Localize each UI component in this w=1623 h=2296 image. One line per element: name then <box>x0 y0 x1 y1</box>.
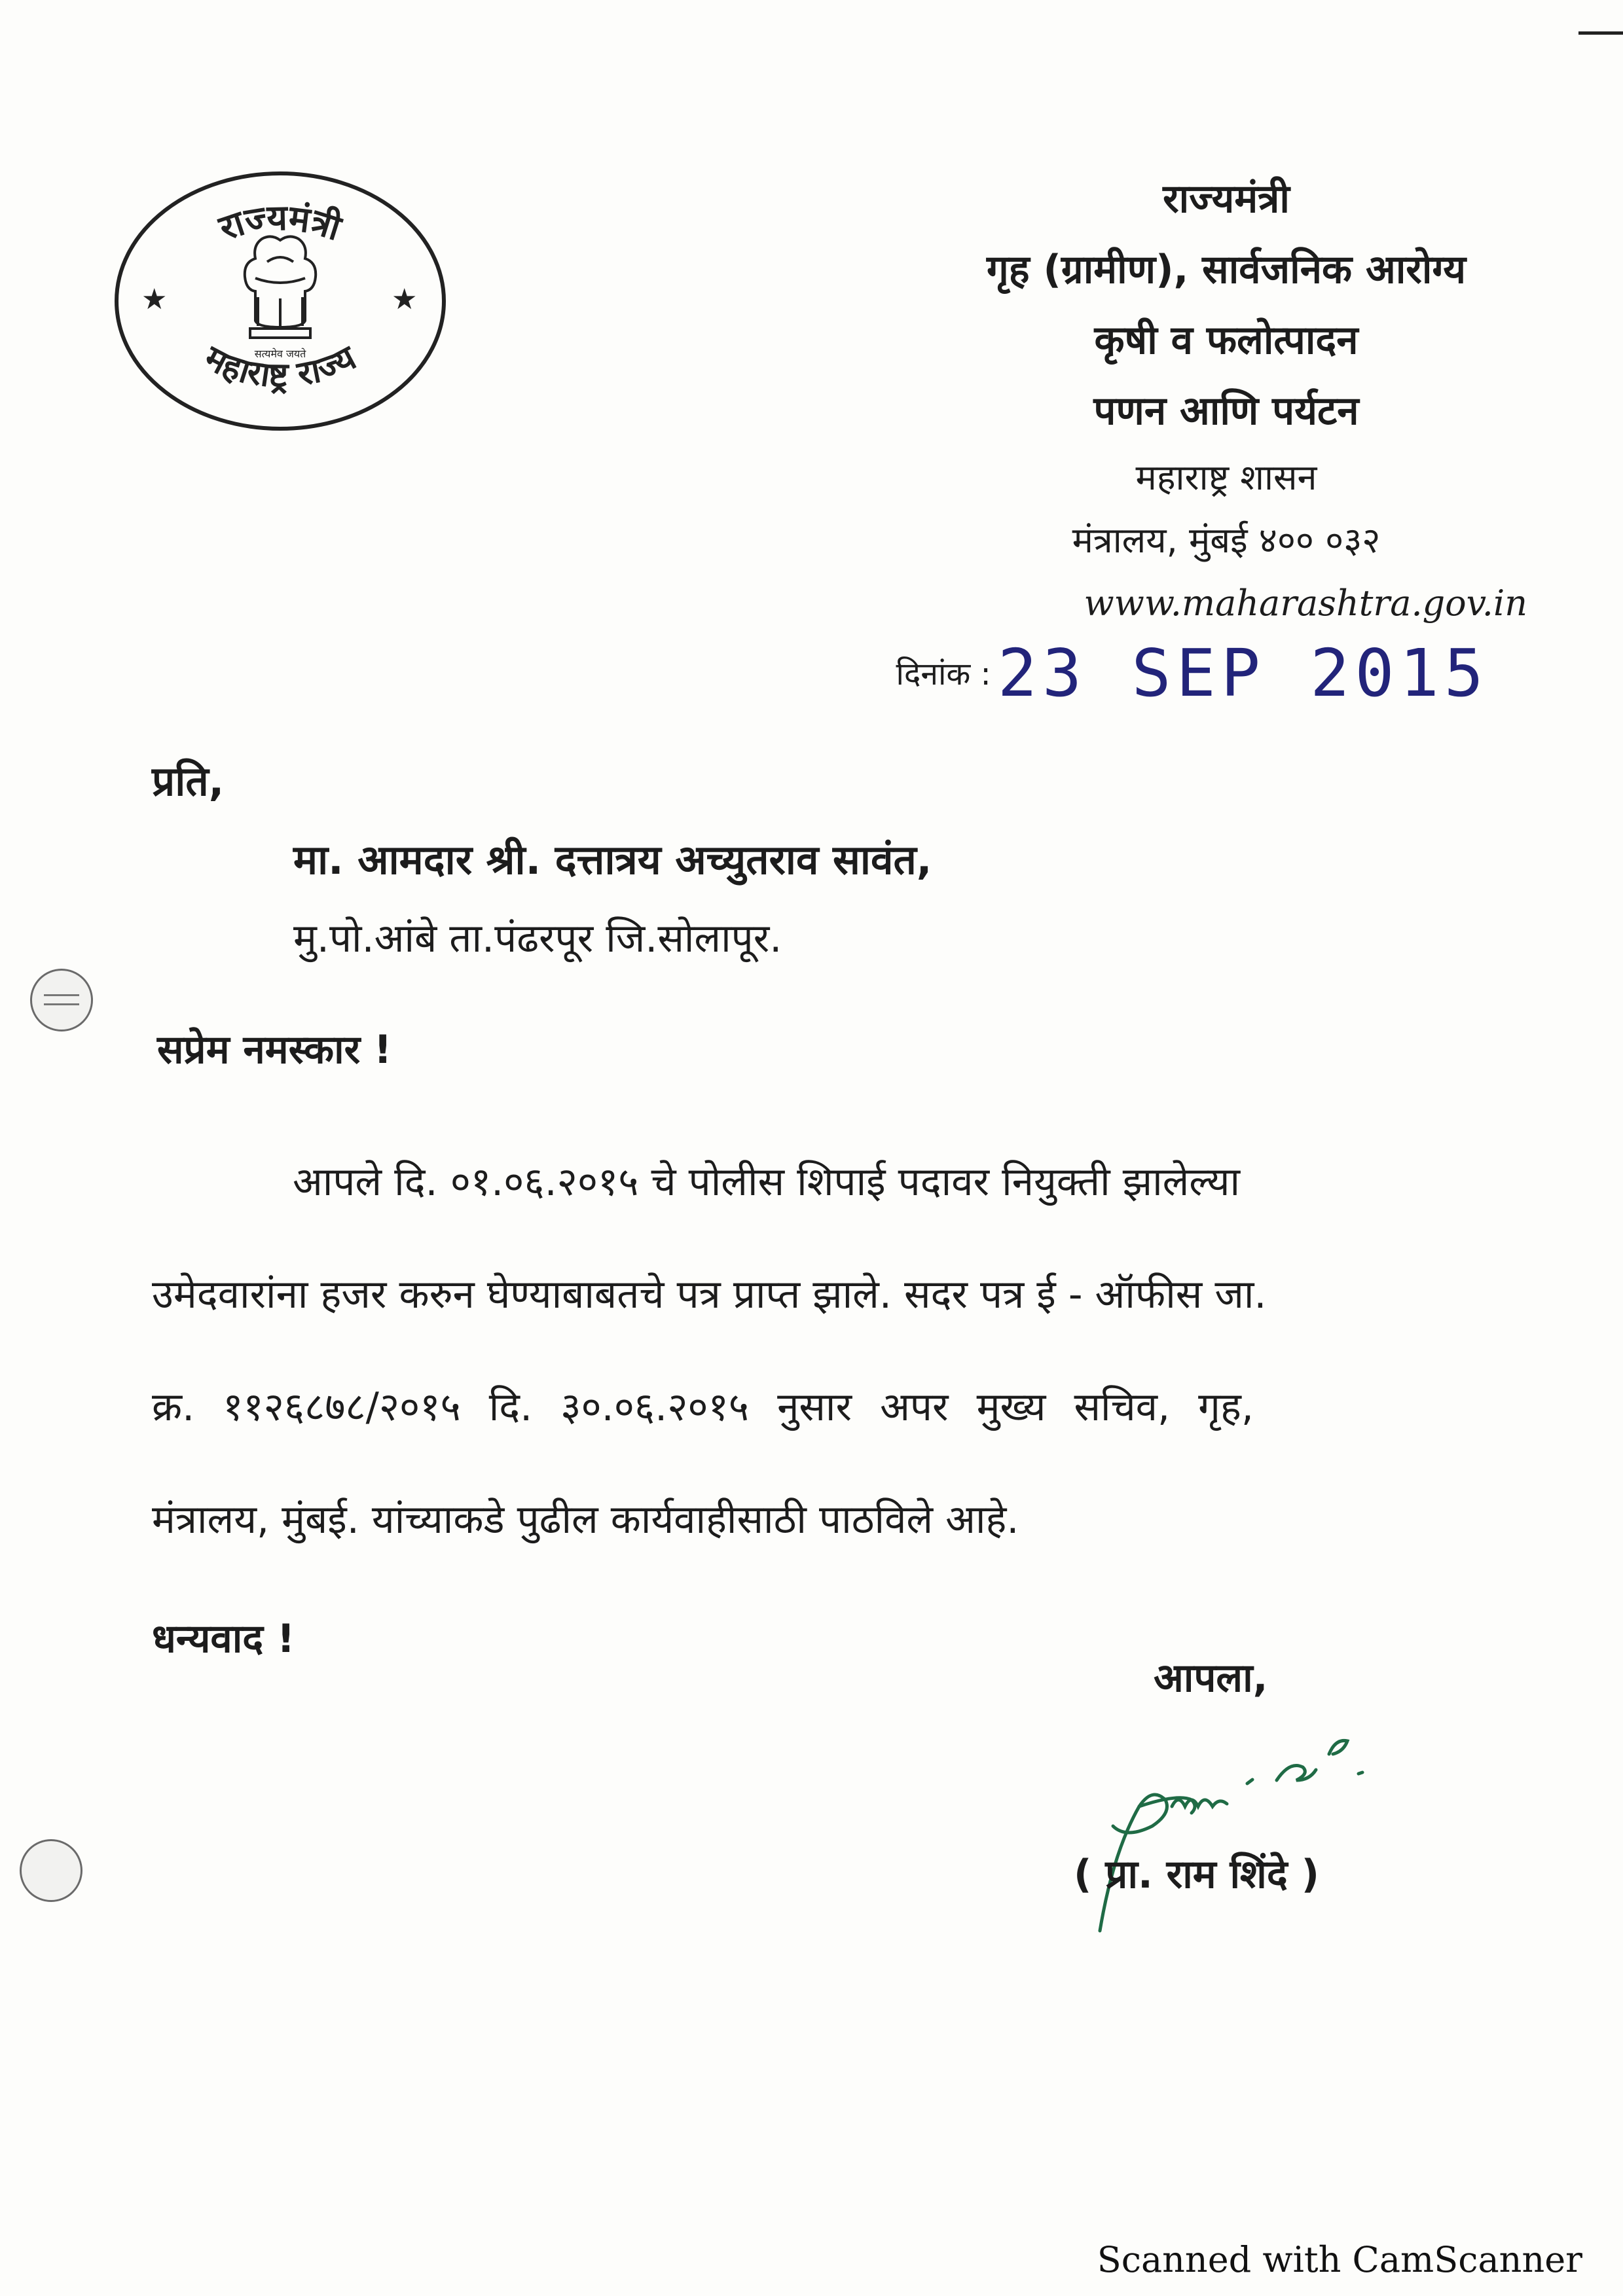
letterhead-portfolio-3: पणन आणि पर्यटन <box>1093 388 1359 434</box>
seal-bottom-text: महाराष्ट्र राज्य <box>198 338 363 395</box>
body-line-1: आपले दि. ०१.०६.२०१५ चे पोलीस शिपाई पदावर नियुक्ती झालेल्या <box>293 1159 1241 1205</box>
body-line-4: मंत्रालय, मुंबई. यांच्याकडे पुढील कार्यवाहीसाठी पाठविले आहे. <box>152 1497 1019 1543</box>
letterhead-website: www.maharashtra.gov.in <box>1084 583 1527 624</box>
punch-hole-top <box>30 969 93 1031</box>
seal-motto: सत्यमेव जयते <box>254 348 306 360</box>
date-label: दिनांक : <box>896 656 991 692</box>
state-minister-seal <box>110 164 450 439</box>
recipient-address: मु.पो.आंबे ता.पंढरपूर जि.सोलापूर. <box>293 916 782 961</box>
punch-hole-bottom <box>20 1839 82 1902</box>
date-row <box>896 635 1489 711</box>
emblem-icon <box>245 236 316 338</box>
letterhead-portfolio-2: कृषी व फलोत्पादन <box>1094 317 1359 363</box>
recipient-name: मा. आमदार श्री. दत्तात्रय अच्युतराव सावंत, <box>293 836 932 884</box>
handwritten-signature <box>1021 1708 1440 1944</box>
seal-star-left-icon: ★ <box>141 283 168 316</box>
letterhead <box>807 164 1527 635</box>
letterhead-portfolio-1: गृह (ग्रामीण), सार्वजनिक आरोग्य <box>986 247 1467 293</box>
recipient-prefix: प्रति, <box>152 757 225 805</box>
seal-top-text: राज्यमंत्री <box>214 196 346 249</box>
scan-edge-mark <box>1578 31 1623 35</box>
seal-star-right-icon: ★ <box>392 283 418 316</box>
letterhead-title: राज्यमंत्री <box>1163 176 1290 222</box>
greeting: सप्रेम नमस्कार ! <box>157 1027 392 1073</box>
signatory-name: ( प्रा. राम शिंदे ) <box>1074 1852 1320 1897</box>
letterhead-address: मंत्रालय, मुंबई ४०० ०३२ <box>1072 520 1381 561</box>
letter-body <box>152 1126 1487 1576</box>
scanner-watermark: Scanned with CamScanner <box>1097 2239 1582 2280</box>
date-stamp: 23 SEP 2015 <box>997 635 1489 711</box>
closing: धन्यवाद ! <box>152 1616 295 1662</box>
body-line-2: उमेदवारांना हजर करुन घेण्याबाबतचे पत्र प्राप्त झाले. सदर पत्र ई - ऑफीस जा. <box>152 1272 1267 1318</box>
sign-off: आपला, <box>1154 1655 1268 1701</box>
body-line-3: क्र. ११२६८७८/२०१५ दि. ३०.०६.२०१५ नुसार अपर मुख्य सचिव, गृह, <box>152 1384 1254 1430</box>
letterhead-government: महाराष्ट्र शासन <box>1135 457 1317 498</box>
